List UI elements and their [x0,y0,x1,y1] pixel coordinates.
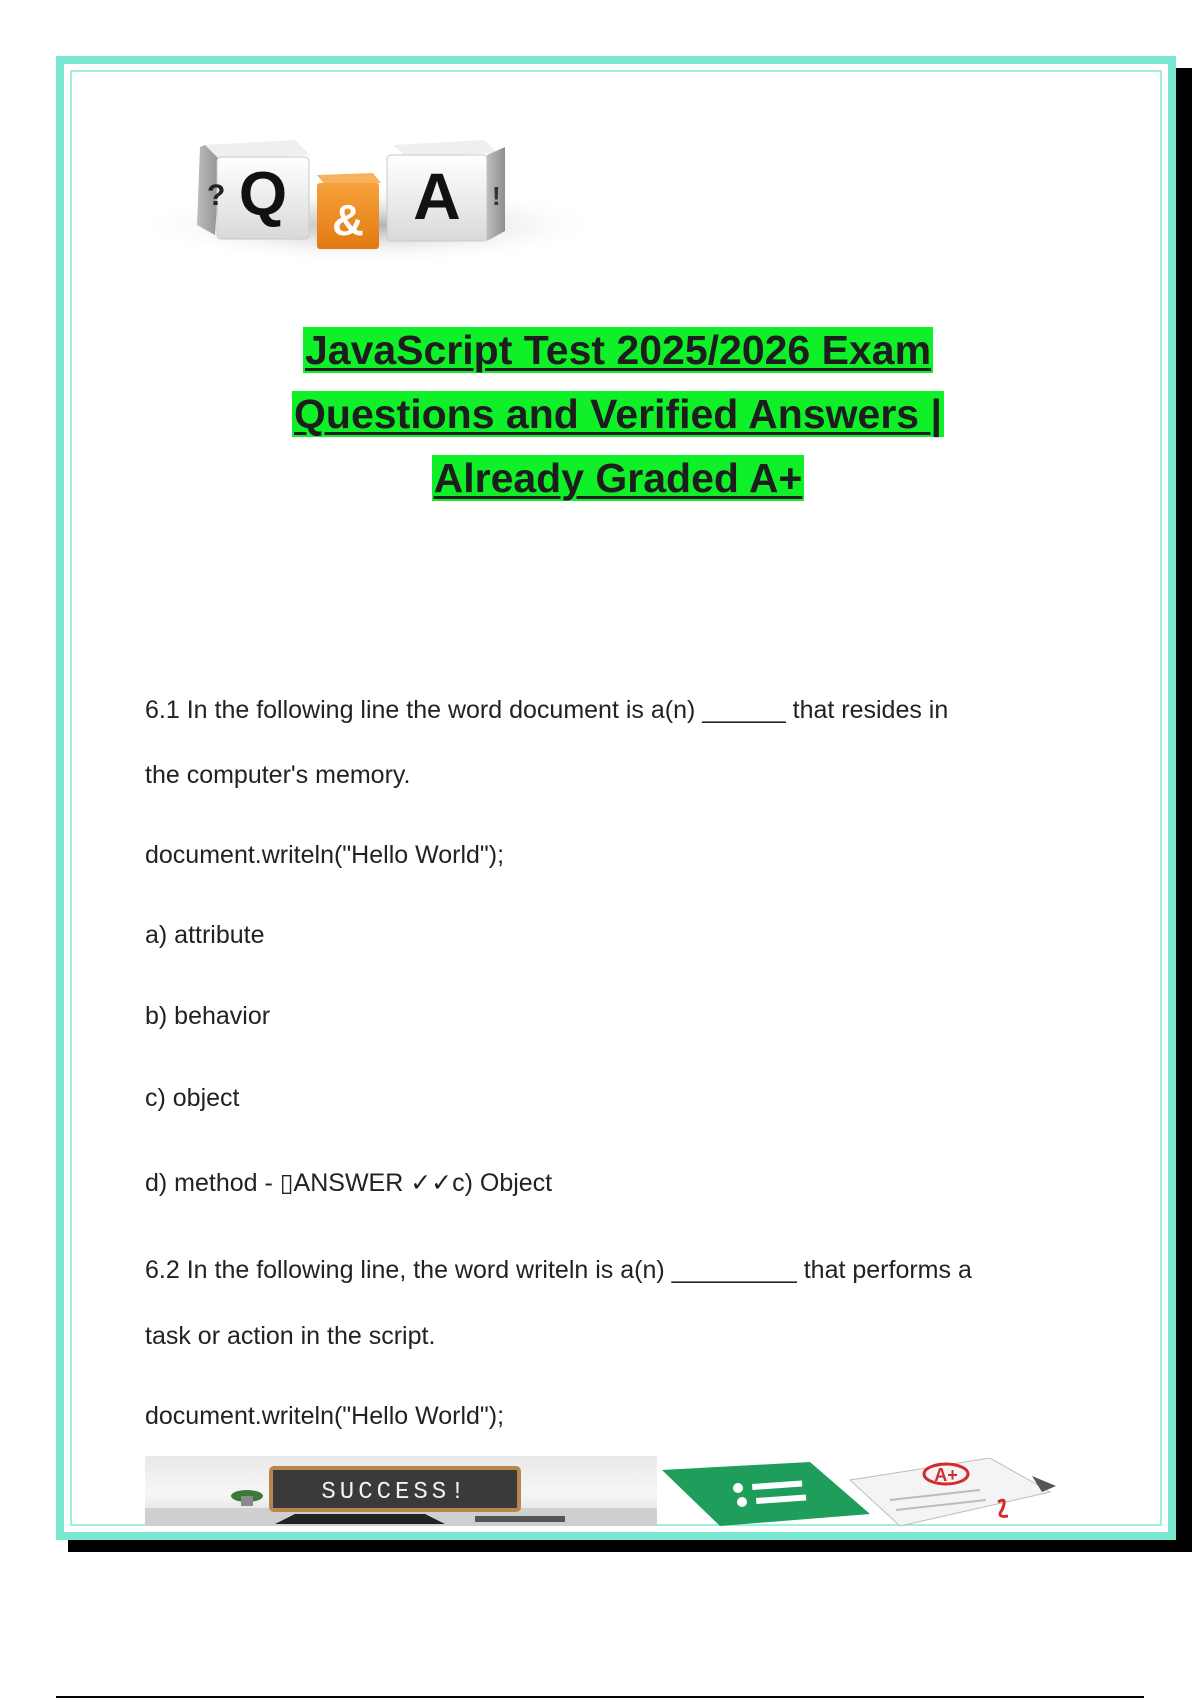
logo-ampersand-glyph: & [332,196,364,245]
document-title [150,318,1086,510]
question-6-2-prompt-line-1: 6.2 In the following line, the word writeln is a(n) _________ that performs a [145,1256,972,1284]
logo-q-glyph: Q [238,160,288,229]
question-6-1-option-a: a) attribute [145,921,265,949]
svg-text:?: ? [207,179,226,212]
question-6-1-code: document.writeln("Hello World"); [145,841,505,869]
footer-divider [56,1696,1144,1698]
question-6-2-code: document.writeln("Hello World"); [145,1402,505,1430]
title-line-2: Questions and Verified Answers | [294,391,942,437]
graded-paper-banner-image [660,1452,1060,1528]
q-and-a-logo-image [145,85,600,305]
question-6-2-prompt-line-2: task or action in the script. [145,1322,436,1350]
success-banner-image [145,1456,657,1526]
question-6-1-option-c: c) object [145,1084,240,1112]
question-6-1-prompt-line-2: the computer's memory. [145,761,411,789]
title-line-1: JavaScript Test 2025/2026 Exam [304,327,932,373]
question-6-1-prompt-line-1: 6.1 In the following line the word document is a(n) ______ that resides in [145,696,949,724]
question-6-1-option-d-with-answer: d) method - ▯ANSWER ✓✓c) Object [145,1169,553,1197]
chalkboard-success-text: SUCCESS! [321,1479,469,1506]
grade-a-plus-text: A+ [934,1465,958,1485]
question-6-1-option-b: b) behavior [145,1002,271,1030]
svg-text:!: ! [492,181,501,211]
title-line-3: Already Graded A+ [433,455,803,501]
logo-a-glyph: A [413,159,461,233]
